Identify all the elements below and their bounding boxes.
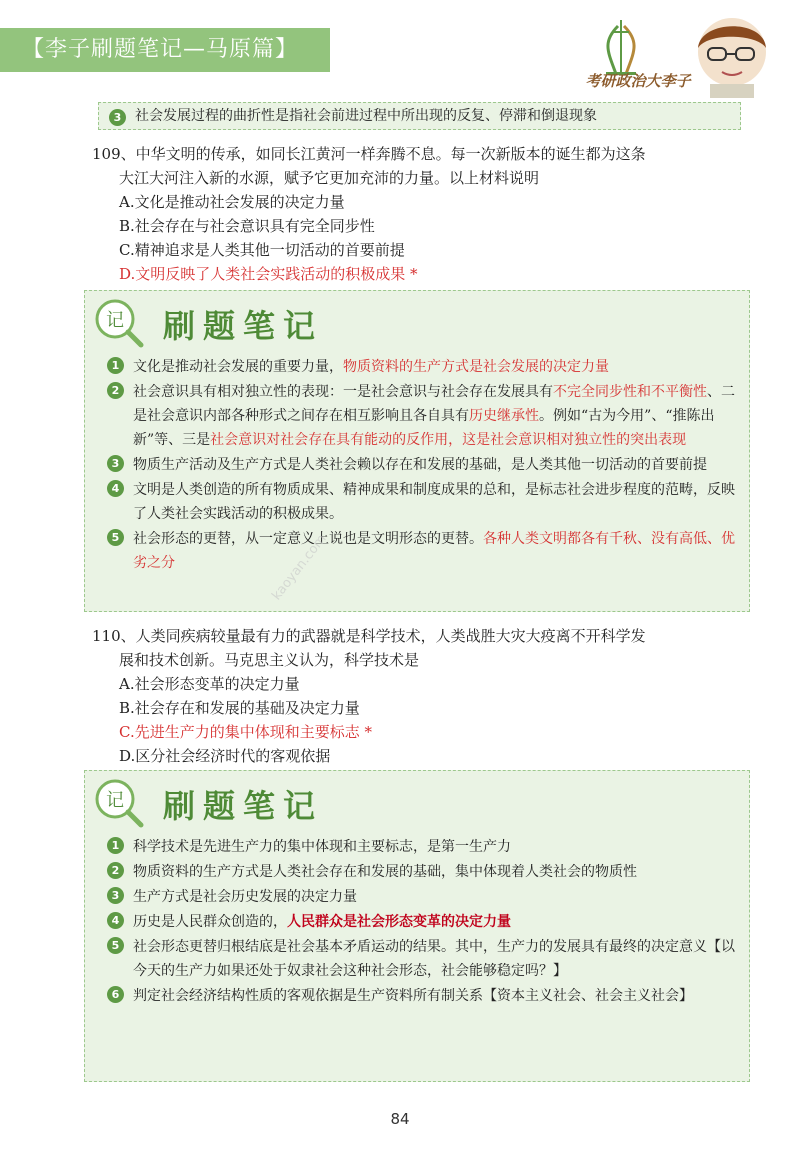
question-110 bbox=[92, 624, 752, 768]
note-item bbox=[107, 885, 739, 909]
answer-mark: * bbox=[364, 723, 372, 741]
option-b: B.社会存在和发展的基础及决定力量 bbox=[119, 699, 360, 717]
item-text: 社会形态更替归根结底是社会基本矛盾运动的结果。其中，生产力的发展具有最终的决定意义【以今天的生产力如果还处于奴隶社会这种社会形态，社会能够稳定吗？】 bbox=[133, 939, 735, 979]
item-highlight: 物质资料的生产方式是社会发展的决定力量 bbox=[343, 359, 609, 375]
item-number: 3 bbox=[107, 887, 124, 904]
lens-char: 记 bbox=[106, 790, 124, 811]
previous-note-box bbox=[98, 102, 741, 130]
avatar bbox=[698, 18, 766, 98]
item-text: 物质资料的生产方式是人类社会存在和发展的基础，集中体现着人类社会的物质性 bbox=[133, 864, 637, 880]
item-number: 2 bbox=[107, 862, 124, 879]
note-item bbox=[107, 984, 739, 1008]
tree-logo-icon bbox=[606, 20, 636, 75]
magnifier-note-icon bbox=[93, 777, 145, 829]
item-highlight: 人民群众是社会形态变革的决定力量 bbox=[287, 914, 511, 930]
option-text: C.先进生产力的集中体现和主要标志 bbox=[119, 723, 360, 741]
note-item bbox=[107, 453, 739, 477]
watermark: kaoyan.com bbox=[269, 531, 330, 604]
item-number: 5 bbox=[107, 937, 124, 954]
item-number: 1 bbox=[107, 357, 124, 374]
note-item bbox=[107, 910, 739, 934]
item-number: 6 bbox=[107, 986, 124, 1003]
brand-name: 考研政治大李子 bbox=[585, 72, 691, 90]
note-item bbox=[99, 103, 740, 126]
item-text: 科学技术是先进生产力的集中体现和主要标志，是第一生产力 bbox=[133, 839, 511, 855]
question-stem: 大江大河注入新的水源，赋予它更加充沛的力量。以上材料说明 bbox=[119, 169, 540, 187]
note-item bbox=[107, 355, 739, 379]
note-item bbox=[107, 835, 739, 859]
option-a: A.社会形态变革的决定力量 bbox=[119, 675, 300, 693]
item-text: 社会形态的更替，从一定意义上说也是文明形态的更替。 bbox=[133, 531, 483, 547]
note-text: 社会发展过程的曲折性是指社会前进过程中所出现的反复、停滞和倒退现象 bbox=[135, 108, 597, 124]
section-tag-banner: 【李子刷题笔记—马原篇】 bbox=[0, 28, 330, 72]
item-highlight: 各种人类文明都各有千秋、没有高低、优劣之分 bbox=[133, 531, 735, 571]
note-title: 刷题笔记 bbox=[163, 787, 324, 825]
option-c: C.精神追求是人类其他一切活动的首要前提 bbox=[119, 241, 405, 259]
item-text: 历史是人民群众创造的， bbox=[133, 914, 287, 930]
option-d: D.区分社会经济时代的客观依据 bbox=[119, 747, 331, 765]
question-109 bbox=[92, 142, 752, 286]
item-text: 社会意识具有相对独立性的表现：一是社会意识与社会存在发展具有 bbox=[133, 384, 553, 400]
item-number: 4 bbox=[107, 480, 124, 497]
option-c-correct bbox=[92, 720, 752, 744]
item-highlight: 不完全同步性和不平衡性 bbox=[553, 384, 707, 400]
item-number: 5 bbox=[107, 529, 124, 546]
note-header bbox=[85, 291, 749, 355]
note-title: 刷题笔记 bbox=[163, 307, 324, 345]
item-text: 物质生产活动及生产方式是人类社会赖以存在和发展的基础，是人类其他一切活动的首要前提 bbox=[133, 457, 707, 473]
item-text: 文化是推动社会发展的重要力量， bbox=[133, 359, 343, 375]
item-highlight: 社会意识对社会存在具有能动的反作用，这是社会意识相对独立性的突出表现 bbox=[210, 432, 687, 448]
study-note-box-1 bbox=[84, 290, 750, 612]
note-item bbox=[107, 860, 739, 884]
item-text: 、二是社会意识内部各种形式之间存在相互影响且各自具有 bbox=[133, 384, 735, 424]
item-number: 3 bbox=[107, 455, 124, 472]
page-number: 84 bbox=[390, 1110, 410, 1128]
question-stem: 109、中华文明的传承，如同长江黄河一样奔腾不息。每一次新版本的诞生都为这条 bbox=[92, 145, 646, 163]
option-a: A.文化是推动社会发展的决定力量 bbox=[119, 193, 345, 211]
item-text: 文明是人类创造的所有物质成果、精神成果和制度成果的总和，是标志社会进步程度的范畴，反映了人类社会实践活动的积极成果。 bbox=[133, 482, 735, 522]
note-item bbox=[107, 935, 739, 983]
note-header bbox=[85, 771, 749, 835]
answer-mark: * bbox=[410, 265, 418, 283]
option-b: B.社会存在与社会意识具有完全同步性 bbox=[119, 217, 375, 235]
question-stem: 110、人类同疾病较量最有力的武器就是科学技术，人类战胜大灾大疫离不开科学发 bbox=[92, 627, 646, 645]
option-text: D.文明反映了人类社会实践活动的积极成果 bbox=[119, 265, 406, 283]
note-item bbox=[107, 380, 739, 452]
study-note-box-2 bbox=[84, 770, 750, 1082]
item-number: 3 bbox=[109, 109, 126, 126]
magnifier-note-icon bbox=[93, 297, 145, 349]
item-text: 生产方式是社会历史发展的决定力量 bbox=[133, 889, 357, 905]
item-text: 判定社会经济结构性质的客观依据是生产资料所有制关系【资本主义社会、社会主义社会】 bbox=[133, 988, 693, 1004]
lens-char: 记 bbox=[106, 310, 124, 331]
item-number: 4 bbox=[107, 912, 124, 929]
item-highlight: 历史继承性 bbox=[469, 408, 539, 424]
item-text: 。例如“古为今用”、“推陈出新”等、三是 bbox=[133, 408, 715, 448]
note-item bbox=[107, 478, 739, 526]
option-d-correct bbox=[92, 262, 752, 286]
question-stem: 展和技术创新。马克思主义认为，科学技术是 bbox=[119, 651, 420, 669]
note-item bbox=[107, 527, 739, 575]
item-number: 2 bbox=[107, 382, 124, 399]
item-number: 1 bbox=[107, 837, 124, 854]
